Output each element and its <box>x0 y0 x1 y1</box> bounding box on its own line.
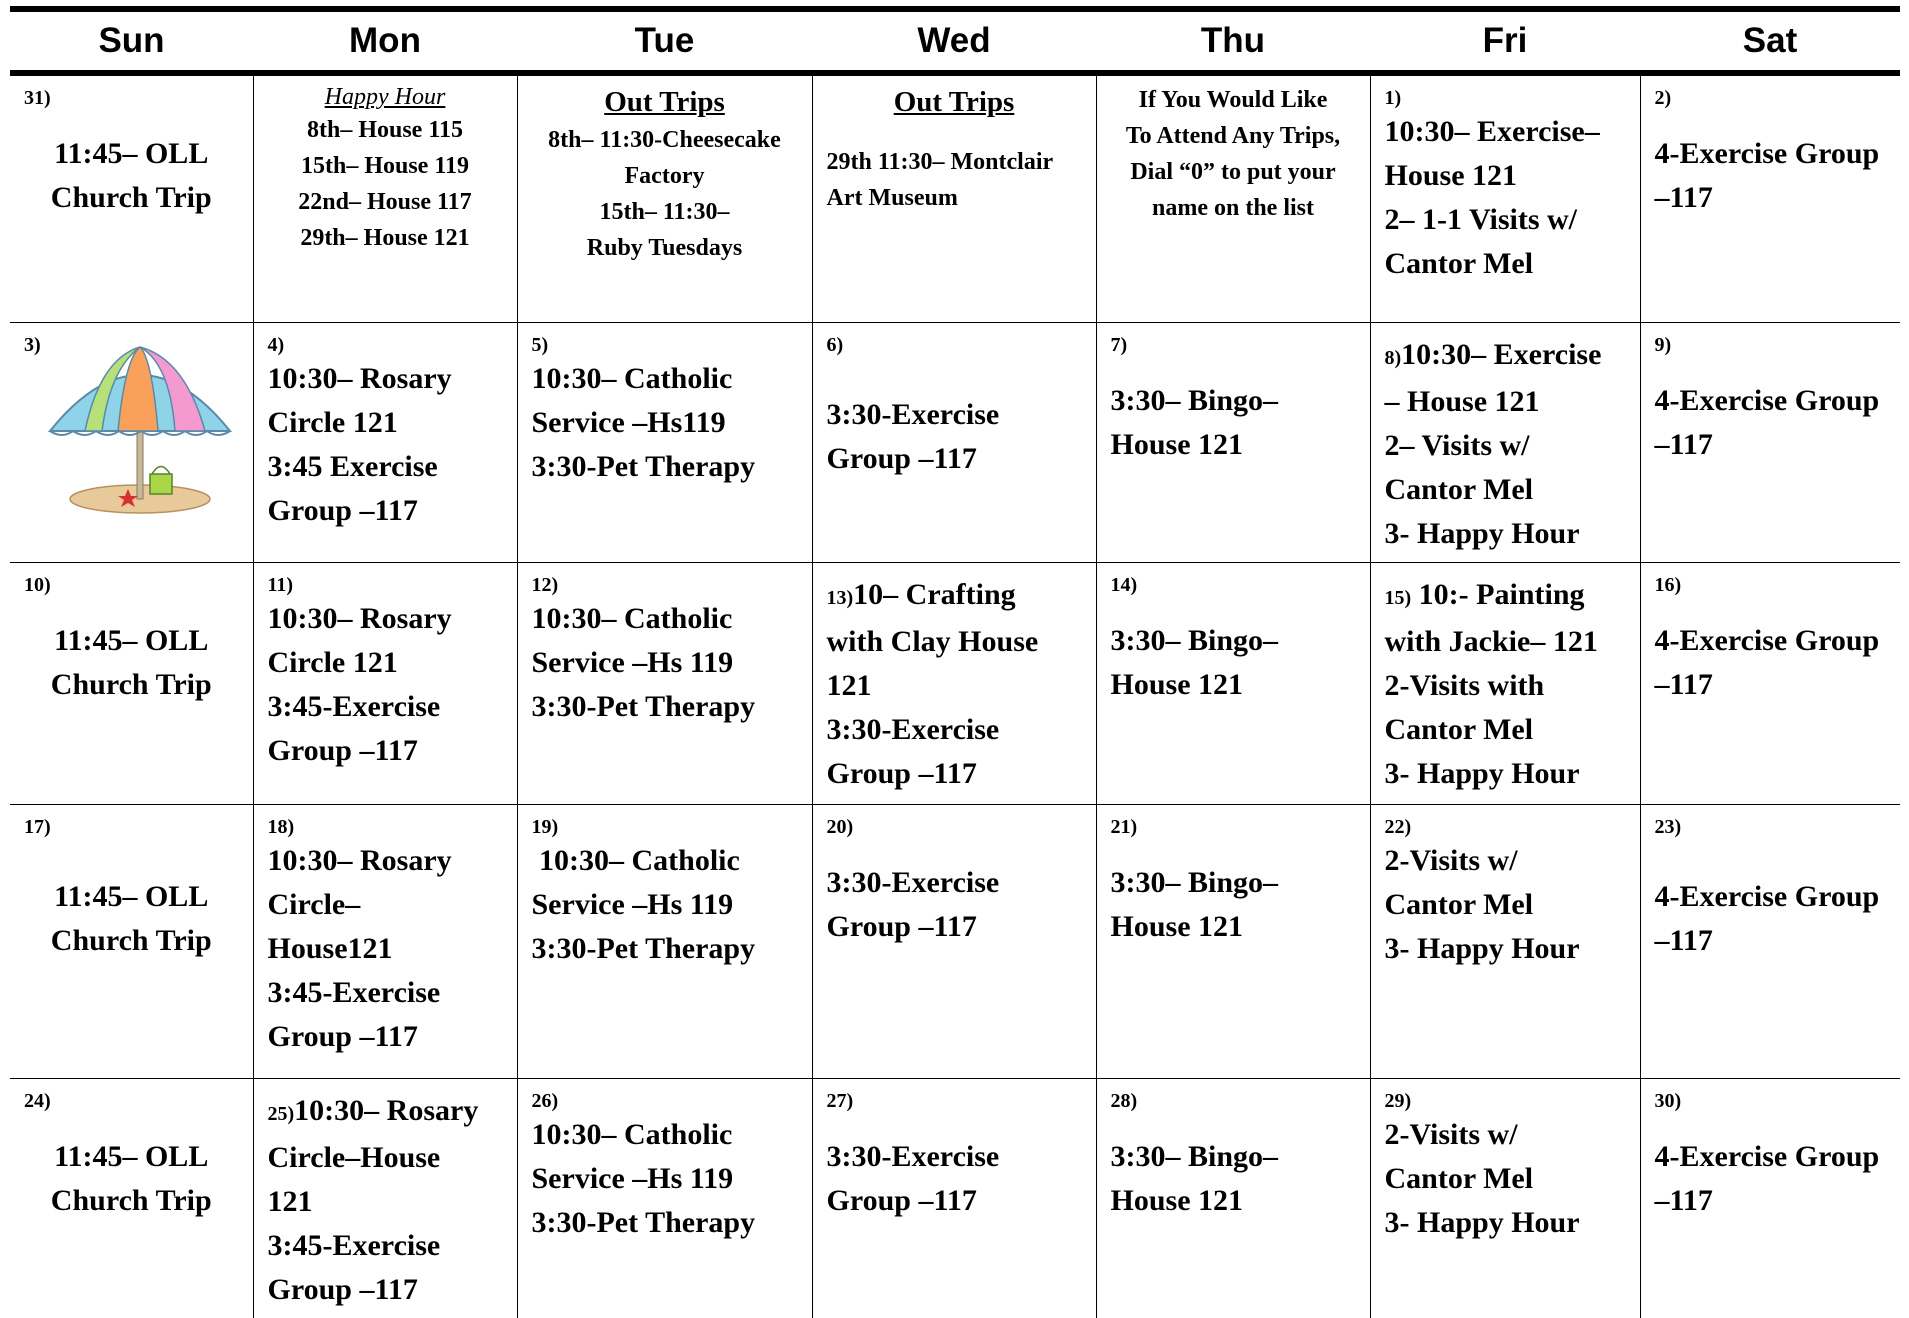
event-line: 3:30-Exercise <box>827 1135 1082 1179</box>
weekday-header-sat: Sat <box>1640 9 1900 73</box>
day-cell <box>517 323 812 563</box>
event-text: 10– Crafting <box>853 578 1015 611</box>
event-line: Church Trip <box>24 176 239 220</box>
event-line: 11:45– OLL <box>24 1135 239 1179</box>
day-cell <box>1096 805 1370 1079</box>
event-line: 3:45 Exercise <box>268 445 503 489</box>
day-number: 13) <box>827 587 854 609</box>
event-line: 3:30-Exercise <box>827 708 1082 752</box>
calendar-grid <box>10 6 1900 1318</box>
event-line: 10:30– Rosary <box>268 839 503 883</box>
event-line: Service –Hs 119 <box>532 641 798 685</box>
event-line: 3:30-Pet Therapy <box>532 1201 798 1245</box>
event-line: 4-Exercise Group <box>1655 1135 1887 1179</box>
day-number: 15) <box>1385 587 1412 609</box>
event-line: Circle–House <box>268 1136 503 1180</box>
event-line: 3:30– Bingo– <box>1111 619 1356 663</box>
day-cell <box>517 563 812 805</box>
event-line: 4-Exercise Group <box>1655 132 1887 176</box>
event-line: 3- Happy Hour <box>1385 512 1626 556</box>
event-line: 3:30-Pet Therapy <box>532 685 798 729</box>
week-row-3 <box>10 563 1900 805</box>
weekday-header-wed: Wed <box>812 9 1096 73</box>
event-line: 10:30– Catholic <box>532 839 798 883</box>
event-line: 15th– 11:30– <box>532 194 798 230</box>
event-line: 4-Exercise Group <box>1655 619 1887 663</box>
day-cell <box>1640 563 1900 805</box>
event-line: 29th– House 121 <box>268 220 503 256</box>
day-number: 18) <box>268 815 503 839</box>
event-line: 11:45– OLL <box>24 619 239 663</box>
day-number: 27) <box>827 1089 1082 1113</box>
event-line: Cantor Mel <box>1385 883 1626 927</box>
event-line: Church Trip <box>24 919 239 963</box>
day-cell <box>10 323 253 563</box>
event-line: Group –117 <box>268 1015 503 1059</box>
day-number: 12) <box>532 573 798 597</box>
event-line: with Clay House <box>827 620 1082 664</box>
event-line: Ruby Tuesdays <box>532 230 798 266</box>
day-cell <box>1370 563 1640 805</box>
event-line: House121 <box>268 927 503 971</box>
event-line: 3:30-Exercise <box>827 393 1082 437</box>
out-trips-title: Out Trips <box>827 82 1082 122</box>
event-line: Cantor Mel <box>1385 468 1626 512</box>
event-line: Group –117 <box>827 437 1082 481</box>
event-line: 10:30– Catholic <box>532 357 798 401</box>
day-number: 1) <box>1385 86 1626 110</box>
event-line: 3- Happy Hour <box>1385 927 1626 971</box>
day-number: 21) <box>1111 815 1356 839</box>
event-line: –117 <box>1655 423 1887 467</box>
event-line: 3:30-Pet Therapy <box>532 445 798 489</box>
day-number: 29) <box>1385 1089 1626 1113</box>
day-cell <box>1370 73 1640 323</box>
weekday-header-tue: Tue <box>517 9 812 73</box>
day-number: 11) <box>268 573 503 597</box>
weekday-header-mon: Mon <box>253 9 517 73</box>
event-line: 2– Visits w/ <box>1385 424 1626 468</box>
day-cell <box>10 805 253 1079</box>
event-line: 2-Visits w/ <box>1385 1113 1626 1157</box>
event-line: 8th– 11:30-Cheesecake <box>532 122 798 158</box>
day-number: 23) <box>1655 815 1887 839</box>
day-cell <box>1640 323 1900 563</box>
event-line: 2-Visits w/ <box>1385 839 1626 883</box>
event-line: If You Would Like <box>1111 82 1356 118</box>
event-line: with Jackie– 121 <box>1385 620 1626 664</box>
event-line: Factory <box>532 158 798 194</box>
event-text: 10:30– Exercise <box>1401 338 1601 371</box>
day-number: 19) <box>532 815 798 839</box>
event-line: –117 <box>1655 663 1887 707</box>
day-number: 14) <box>1111 573 1356 597</box>
event-line: 8th– House 115 <box>268 112 503 148</box>
event-line: 10:30– Catholic <box>532 1113 798 1157</box>
event-line: 15th– House 119 <box>268 148 503 184</box>
event-line: 3- Happy Hour <box>1385 1201 1626 1245</box>
event-line: 3- Happy Hour <box>1385 752 1626 796</box>
weekday-header-sun: Sun <box>10 9 253 73</box>
day-cell <box>253 323 517 563</box>
event-line: Dial “0” to put your <box>1111 154 1356 190</box>
event-text: 10:- Painting <box>1419 578 1585 611</box>
day-number: 6) <box>827 333 1082 357</box>
event-line <box>1385 573 1626 620</box>
day-number: 7) <box>1111 333 1356 357</box>
out-trips-cell <box>812 73 1096 323</box>
out-trips-title: Out Trips <box>532 82 798 122</box>
week-row-2 <box>10 323 1900 563</box>
day-cell <box>253 563 517 805</box>
day-number: 3) <box>24 333 239 357</box>
weekday-header-row <box>10 9 1900 73</box>
event-line: 3:30-Pet Therapy <box>532 927 798 971</box>
event-line: 11:45– OLL <box>24 875 239 919</box>
day-number: 28) <box>1111 1089 1356 1113</box>
day-number: 4) <box>268 333 503 357</box>
event-line: 22nd– House 117 <box>268 184 503 220</box>
event-line: 11:45– OLL <box>24 132 239 176</box>
event-line <box>268 1089 503 1136</box>
week-row-4 <box>10 805 1900 1079</box>
event-line: Circle– <box>268 883 503 927</box>
day-number: 8) <box>1385 347 1402 369</box>
day-cell <box>517 1079 812 1318</box>
day-cell <box>1096 323 1370 563</box>
event-line: 3:30-Exercise <box>827 861 1082 905</box>
event-line: Group –117 <box>268 729 503 773</box>
day-number: 30) <box>1655 1089 1887 1113</box>
event-line: 2-Visits with <box>1385 664 1626 708</box>
day-cell <box>10 563 253 805</box>
day-cell <box>1640 73 1900 323</box>
event-line: 10:30– Rosary <box>268 597 503 641</box>
day-number: 17) <box>24 815 239 839</box>
event-line: House 121 <box>1111 663 1356 707</box>
day-cell <box>1096 1079 1370 1318</box>
event-line: 3:30– Bingo– <box>1111 1135 1356 1179</box>
day-cell <box>1640 805 1900 1079</box>
week-row-5 <box>10 1079 1900 1318</box>
event-line: 10:30– Exercise– <box>1385 110 1626 154</box>
weekday-header-thu: Thu <box>1096 9 1370 73</box>
event-line <box>827 573 1082 620</box>
beach-umbrella-illustration <box>40 339 240 519</box>
event-line: Art Museum <box>827 180 1082 216</box>
event-line: Church Trip <box>24 663 239 707</box>
event-line: 10:30– Rosary <box>268 357 503 401</box>
event-line: House 121 <box>1111 1179 1356 1223</box>
event-line: – House 121 <box>1385 380 1626 424</box>
day-number: 5) <box>532 333 798 357</box>
day-cell <box>812 563 1096 805</box>
event-line: Circle 121 <box>268 401 503 445</box>
event-line: –117 <box>1655 919 1887 963</box>
event-line: –117 <box>1655 1179 1887 1223</box>
happy-hour-cell <box>253 73 517 323</box>
event-line: Group –117 <box>268 489 503 533</box>
day-cell <box>812 805 1096 1079</box>
day-cell <box>10 1079 253 1318</box>
event-line <box>1385 333 1626 380</box>
day-number: 16) <box>1655 573 1887 597</box>
day-cell <box>812 323 1096 563</box>
event-line: 3:30– Bingo– <box>1111 379 1356 423</box>
day-cell <box>1096 563 1370 805</box>
day-number: 20) <box>827 815 1082 839</box>
event-line: 3:30– Bingo– <box>1111 861 1356 905</box>
event-line: Service –Hs 119 <box>532 1157 798 1201</box>
event-line: Cantor Mel <box>1385 1157 1626 1201</box>
day-cell <box>1370 323 1640 563</box>
weekday-header-fri: Fri <box>1370 9 1640 73</box>
event-line: 3:45-Exercise <box>268 685 503 729</box>
event-line: Cantor Mel <box>1385 242 1626 286</box>
event-line: name on the list <box>1111 190 1356 226</box>
day-cell <box>812 1079 1096 1318</box>
event-text: 10:30– Rosary <box>294 1094 478 1127</box>
day-cell <box>517 805 812 1079</box>
event-line: 3:45-Exercise <box>268 971 503 1015</box>
event-line: 10:30– Catholic <box>532 597 798 641</box>
event-line: Group –117 <box>268 1268 503 1312</box>
event-line: –117 <box>1655 176 1887 220</box>
day-number: 22) <box>1385 815 1626 839</box>
event-line: 4-Exercise Group <box>1655 875 1887 919</box>
event-line: Cantor Mel <box>1385 708 1626 752</box>
event-line: Service –Hs 119 <box>532 883 798 927</box>
event-line: To Attend Any Trips, <box>1111 118 1356 154</box>
event-line: House 121 <box>1111 423 1356 467</box>
day-number: 9) <box>1655 333 1887 357</box>
day-number: 10) <box>24 573 239 597</box>
day-cell <box>253 1079 517 1318</box>
event-line: 2– 1-1 Visits w/ <box>1385 198 1626 242</box>
event-line: Circle 121 <box>268 641 503 685</box>
day-cell <box>1640 1079 1900 1318</box>
happy-hour-title: Happy Hour <box>268 82 503 112</box>
event-line: House 121 <box>1111 905 1356 949</box>
day-number: 31) <box>24 86 239 110</box>
event-line: House 121 <box>1385 154 1626 198</box>
event-line: Group –117 <box>827 905 1082 949</box>
event-line: Church Trip <box>24 1179 239 1223</box>
day-number: 25) <box>268 1103 295 1125</box>
day-cell <box>253 805 517 1079</box>
day-cell <box>1370 1079 1640 1318</box>
out-trips-cell <box>517 73 812 323</box>
day-number: 24) <box>24 1089 239 1113</box>
day-cell <box>1370 805 1640 1079</box>
week-row-1 <box>10 73 1900 323</box>
day-cell <box>10 73 253 323</box>
day-number: 2) <box>1655 86 1887 110</box>
event-line: 4-Exercise Group <box>1655 379 1887 423</box>
event-line: 121 <box>827 664 1082 708</box>
event-line: 121 <box>268 1180 503 1224</box>
event-line: 29th 11:30– Montclair <box>827 144 1082 180</box>
event-line: Service –Hs119 <box>532 401 798 445</box>
event-line: Group –117 <box>827 1179 1082 1223</box>
event-line: Group –117 <box>827 752 1082 796</box>
trip-info-cell <box>1096 73 1370 323</box>
event-line: 3:45-Exercise <box>268 1224 503 1268</box>
day-number: 26) <box>532 1089 798 1113</box>
